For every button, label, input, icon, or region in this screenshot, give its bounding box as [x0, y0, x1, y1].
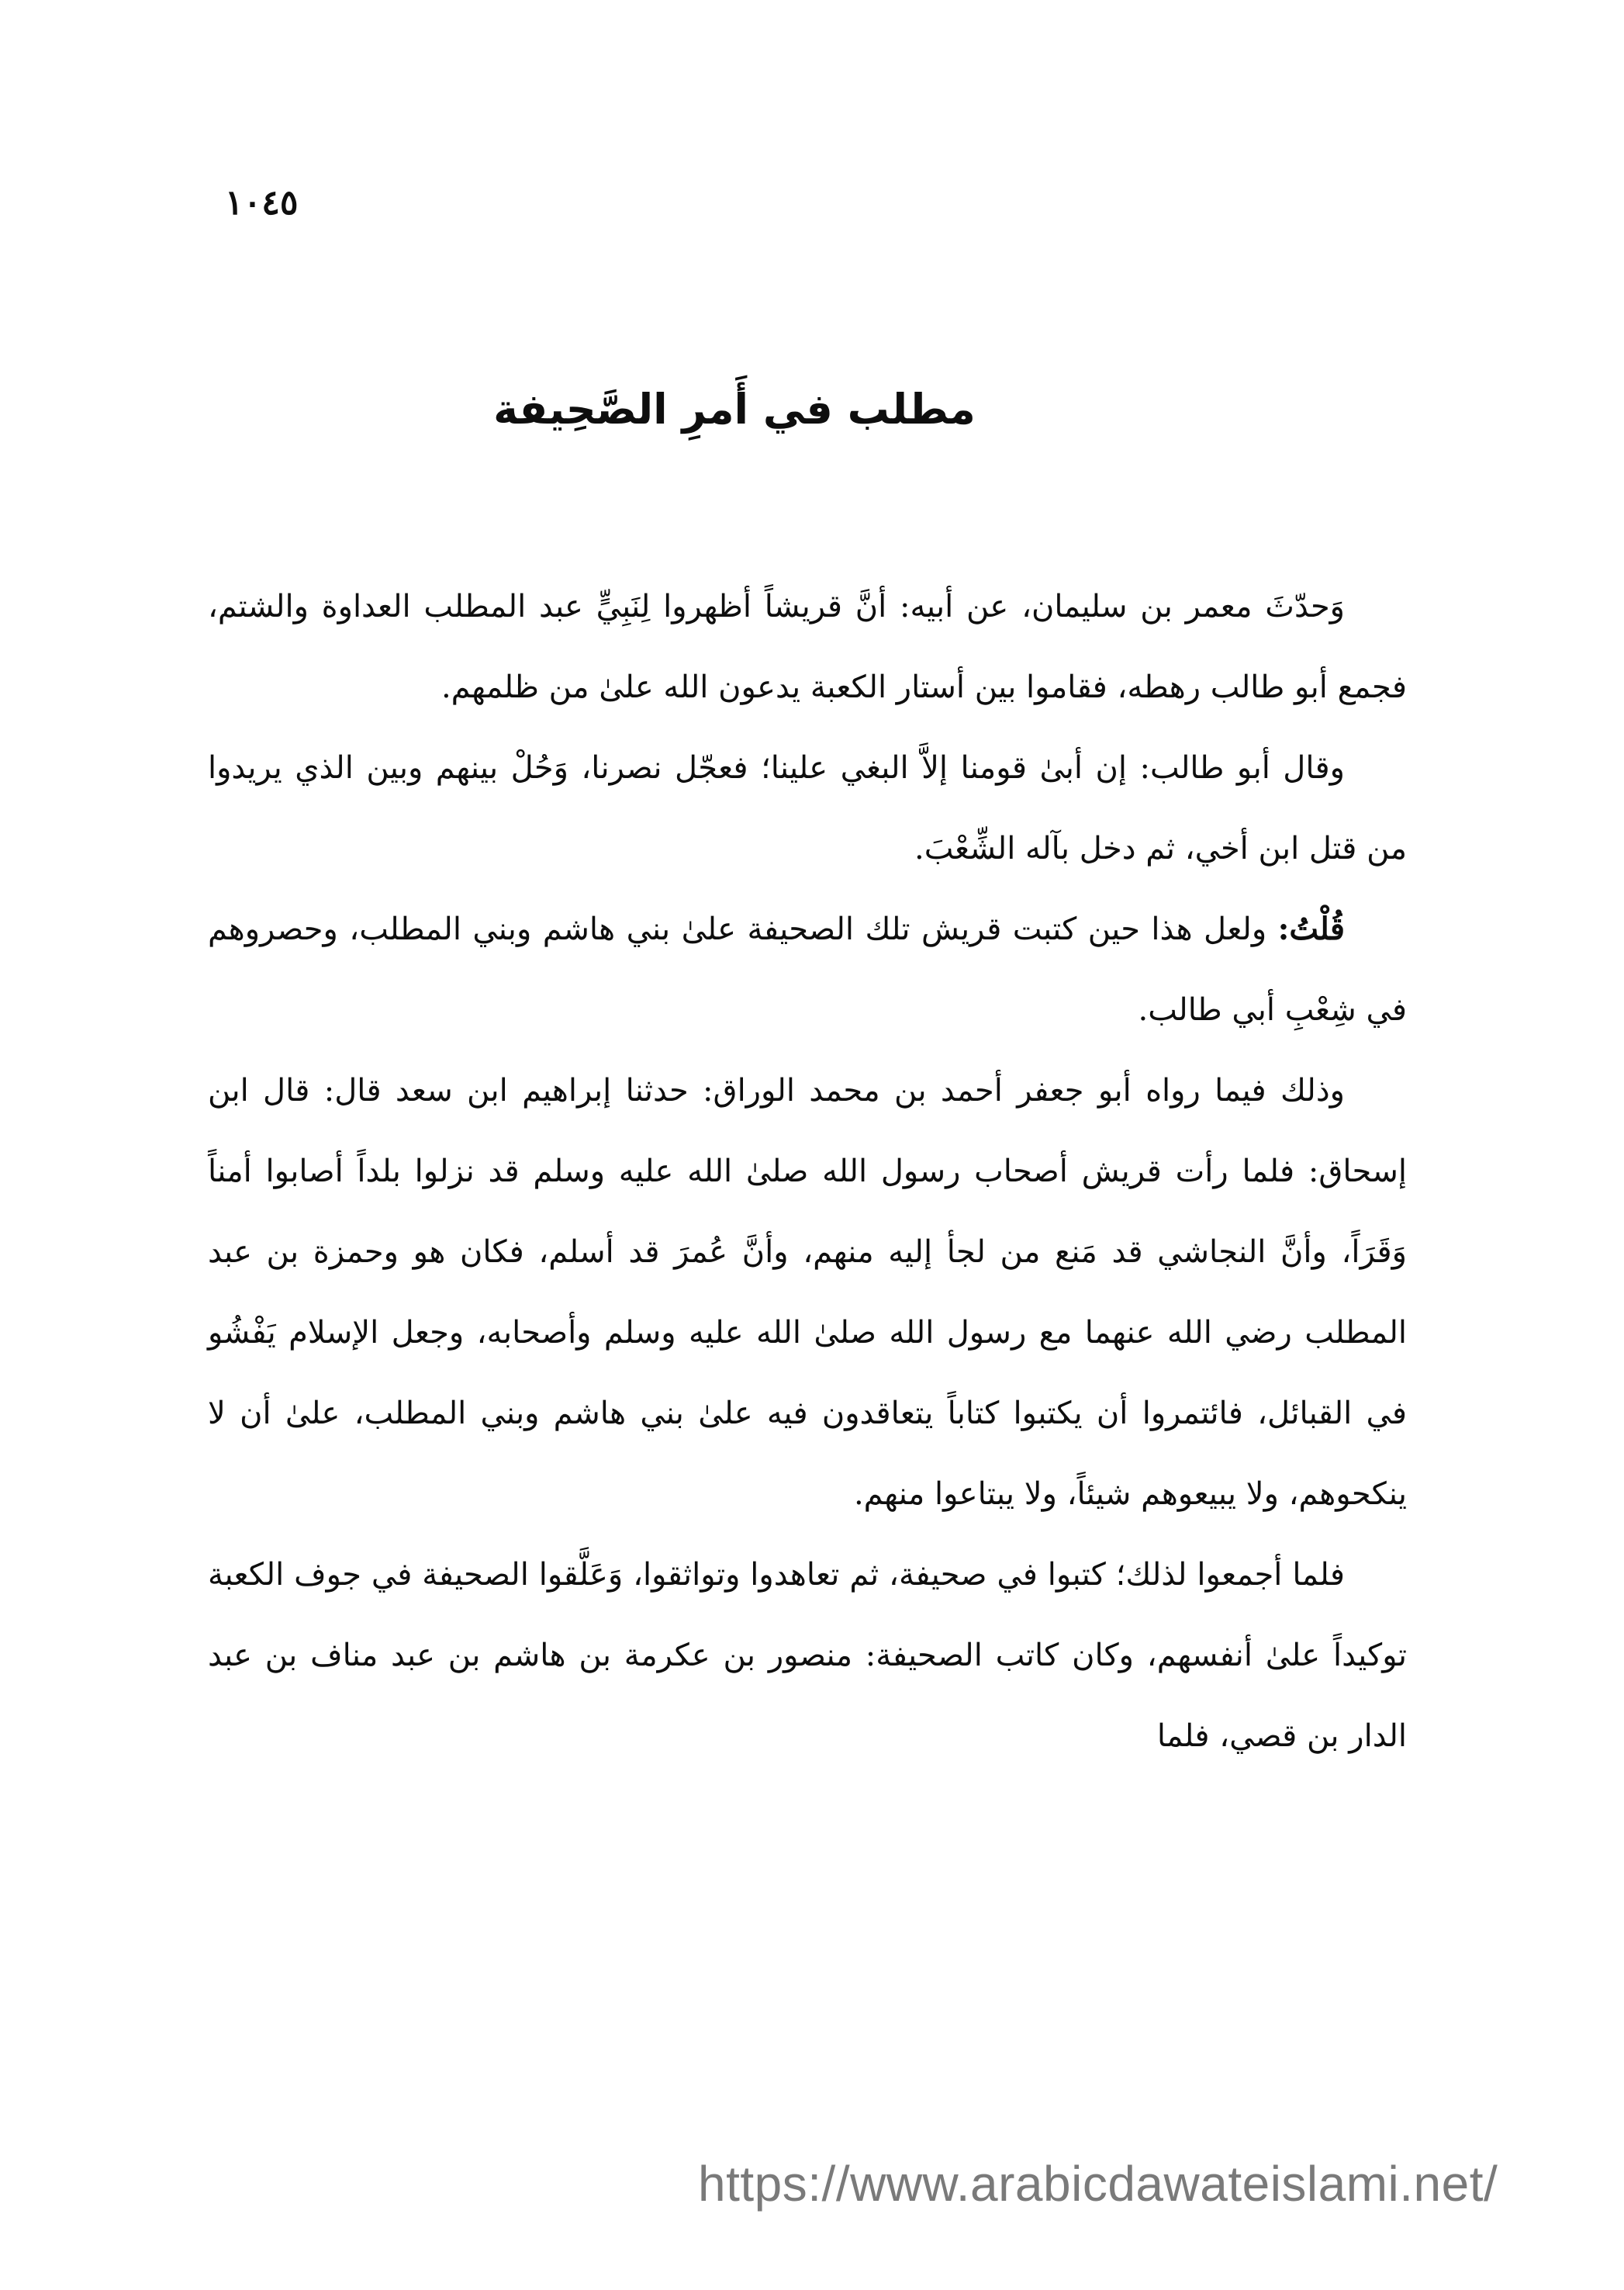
- paragraph-5: [208, 1534, 1407, 1776]
- paragraph-4: [208, 1050, 1407, 1534]
- page-number: ١٠٤٥: [225, 183, 299, 223]
- body-text: [208, 566, 1407, 1776]
- paragraph-3-lead: قُلْتُ:: [1277, 911, 1346, 947]
- paragraph-5-text: فلما أجمعوا لذلك؛ كتبوا في صحيفة، ثم تعاهدوا وتواثقوا، وَعَلَّقوا الصحيفة في جوف الكعبة توكيداً علىٰ أنفسهم، وكان كاتب الصحيفة: منصور بن عكرمة بن هاشم بن عبد مناف بن عبد الدار بن قصي، فلما: [208, 1557, 1407, 1754]
- paragraph-1-text: وَحدّثَ معمر بن سليمان، عن أبيه: أنَّ قريشاً أظهروا لِنَبِيٍّ عبد المطلب العداوة والشتم، فجمع أبو طالب رهطه، فقاموا بين أستار الكعبة يدعون الله علىٰ من ظلمهم.: [208, 589, 1407, 705]
- paragraph-3: [208, 889, 1407, 1050]
- paragraph-2-text: وقال أبو طالب: إن أبىٰ قومنا إلاَّ البغي علينا؛ فعجّل نصرنا، وَحُلْ بينهم وبين الذي يريدوا من قتل ابن أخي، ثم دخل بآله الشِّعْبَ.: [208, 750, 1407, 867]
- section-title: مطلب في أَمرِ الصَّحِيفة: [493, 385, 976, 434]
- paragraph-3-text: ولعل هذا حين كتبت قريش تلك الصحيفة علىٰ بني هاشم وبني المطلب، وحصروهم في شِعْبِ أبي طالب.: [208, 912, 1407, 1028]
- watermark-url: https://www.arabicdawateislami.net/: [698, 2156, 1498, 2212]
- paragraph-2: [208, 728, 1407, 889]
- paragraph-1: [208, 566, 1407, 728]
- paragraph-4-text: وذلك فيما رواه أبو جعفر أحمد بن محمد الوراق: حدثنا إبراهيم ابن سعد قال: قال ابن إسحاق: فلما رأت قريش أصحاب رسول الله صلىٰ الله عليه وسلم قد نزلوا بلداً أصابوا أمناً وَقَرَاً، وأنَّ النجاشي قد مَنع من لجأ إليه منهم، وأنَّ عُمرَ قد أسلم، فكان هو وحمزة بن عبد المطلب رضي الله عنهما مع رسول الله صلىٰ الله عليه وسلم وأصحابه، وجعل الإسلام يَفْشُو في القبائل، فائتمروا أن يكتبوا كتاباً يتعاقدون فيه علىٰ بني هاشم وبني المطلب، علىٰ أن لا ينكحوهم، ولا يبيعوهم شيئاً، ولا يبتاعوا منهم.: [208, 1073, 1407, 1512]
